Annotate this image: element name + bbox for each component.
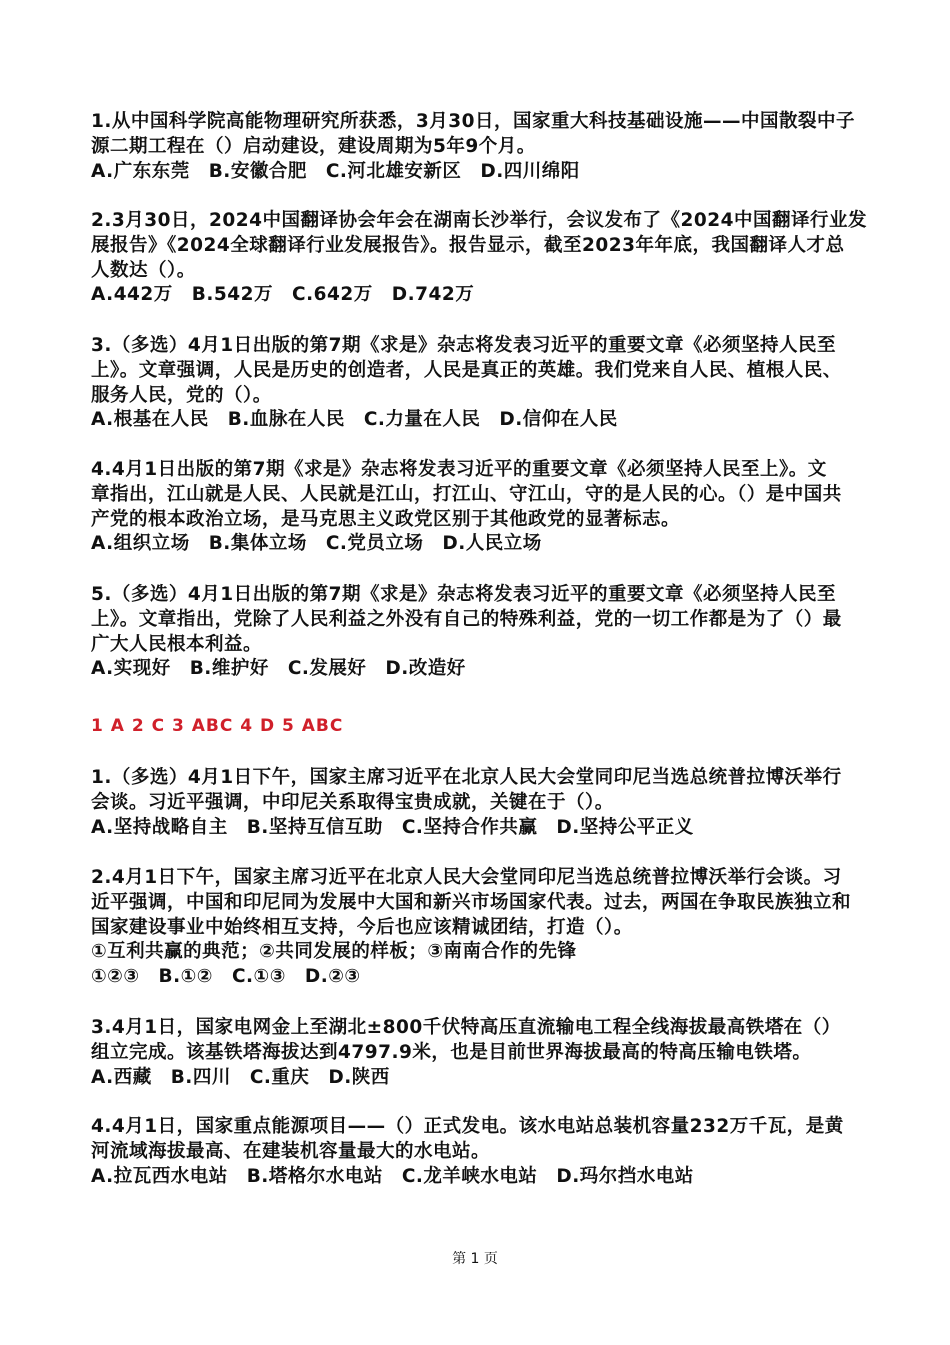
question-text: 1.从中国科学院高能物理研究所获悉，3月30日，国家重大科技基础设施——中国散裂中子 (91, 111, 856, 132)
question-text: 5.（多选）4月1日出版的第7期《求是》杂志将发表习近平的重要文章《必须坚持人民至 (91, 584, 837, 605)
question-text: 服务人民，党的（）。 (91, 384, 272, 406)
answer-key: 1 A 2 C 3 ABC 4 D 5 ABC (91, 716, 344, 736)
question-text: 2.3月30日，2024中国翻译协会年会在湖南长沙举行，会议发布了《2024中国翻译行业发 (91, 210, 867, 231)
question-1-5 (91, 583, 866, 682)
question-text: 源二期工程在（）启动建设，建设周期为5年9个月。 (91, 135, 536, 157)
question-text: 4.4月1日，国家重点能源项目——（）正式发电。该水电站总装机容量232万千瓦，是黄 (91, 1116, 844, 1137)
question-options: A.根基在人民 B.血脉在人民 C.力量在人民 D.信仰在人民 (91, 409, 618, 431)
question-text: 上》。文章强调，人民是历史的创造者，人民是真正的英雄。我们党来自人民、植根人民、 (91, 359, 842, 381)
question-1-1 (91, 110, 866, 184)
question-2-2 (91, 866, 866, 990)
question-options: A.坚持战略自主 B.坚持互信互助 C.坚持合作共赢 D.坚持公平正义 (91, 816, 694, 838)
question-text: 人数达（）。 (91, 259, 196, 281)
question-text: 1.（多选）4月1日下午，国家主席习近平在北京人民大会堂同印尼当选总统普拉博沃举行 (91, 767, 842, 788)
question-options: A.组织立场 B.集体立场 C.党员立场 D.人民立场 (91, 533, 542, 555)
question-text: 近平强调，中国和印尼同为发展中大国和新兴市场国家代表。过去，两国在争取民族独立和 (91, 891, 852, 913)
question-text: 广大人民根本利益。 (91, 633, 263, 655)
question-text: 3.（多选）4月1日出版的第7期《求是》杂志将发表习近平的重要文章《必须坚持人民至 (91, 335, 837, 356)
question-options: ①②③ B.①② C.①③ D.②③ (91, 966, 361, 988)
question-options: A.西藏 B.四川 C.重庆 D.陕西 (91, 1066, 390, 1088)
question-text: ①互利共赢的典范；②共同发展的样板；③南南合作的先锋 (91, 941, 577, 963)
question-1-2 (91, 209, 866, 308)
question-text: 会谈。习近平强调，中印尼关系取得宝贵成就，关键在于（）。 (91, 791, 614, 813)
question-2-3 (91, 1016, 866, 1090)
question-text: 上》。文章指出，党除了人民利益之外没有自己的特殊利益，党的一切工作都是为了（）最 (91, 608, 842, 630)
question-options: A.拉瓦西水电站 B.塔格尔水电站 C.龙羊峡水电站 D.玛尔挡水电站 (91, 1165, 694, 1187)
question-text: 3.4月1日，国家电网金上至湖北±800千伏特高压直流输电工程全线海拔最高铁塔在（） (91, 1017, 841, 1038)
question-1-3 (91, 334, 866, 433)
question-2-1 (91, 766, 866, 840)
question-text: 河流域海拔最高、在建装机容量最大的水电站。 (91, 1140, 491, 1162)
question-text: 组立完成。该基铁塔海拔达到4797.9米，也是目前世界海拔最高的特高压输电铁塔。 (91, 1041, 812, 1063)
question-text: 国家建设事业中始终相互支持，今后也应该精诚团结，打造（）。 (91, 916, 633, 938)
question-options: A.实现好 B.维护好 C.发展好 D.改造好 (91, 658, 466, 680)
question-1-4 (91, 458, 866, 557)
question-text: 4.4月1日出版的第7期《求是》杂志将发表习近平的重要文章《必须坚持人民至上》。文 (91, 459, 827, 480)
question-text: 章指出，江山就是人民、人民就是江山，打江山、守江山，守的是人民的心。（）是中国共 (91, 483, 842, 505)
question-text: 展报告》《2024全球翻译行业发展报告》。报告显示，截至2023年年底，我国翻译人才总 (91, 234, 845, 256)
question-text: 产党的根本政治立场，是马克思主义政党区别于其他政党的显著标志。 (91, 508, 681, 530)
question-2-4 (91, 1115, 866, 1189)
question-options: A.广东东莞 B.安徽合肥 C.河北雄安新区 D.四川绵阳 (91, 160, 580, 182)
question-text: 2.4月1日下午，国家主席习近平在北京人民大会堂同印尼当选总统普拉博沃举行会谈。习 (91, 867, 842, 888)
page-number: 第 1 页 (452, 1251, 498, 1267)
question-options: A.442万 B.542万 C.642万 D.742万 (91, 284, 475, 306)
